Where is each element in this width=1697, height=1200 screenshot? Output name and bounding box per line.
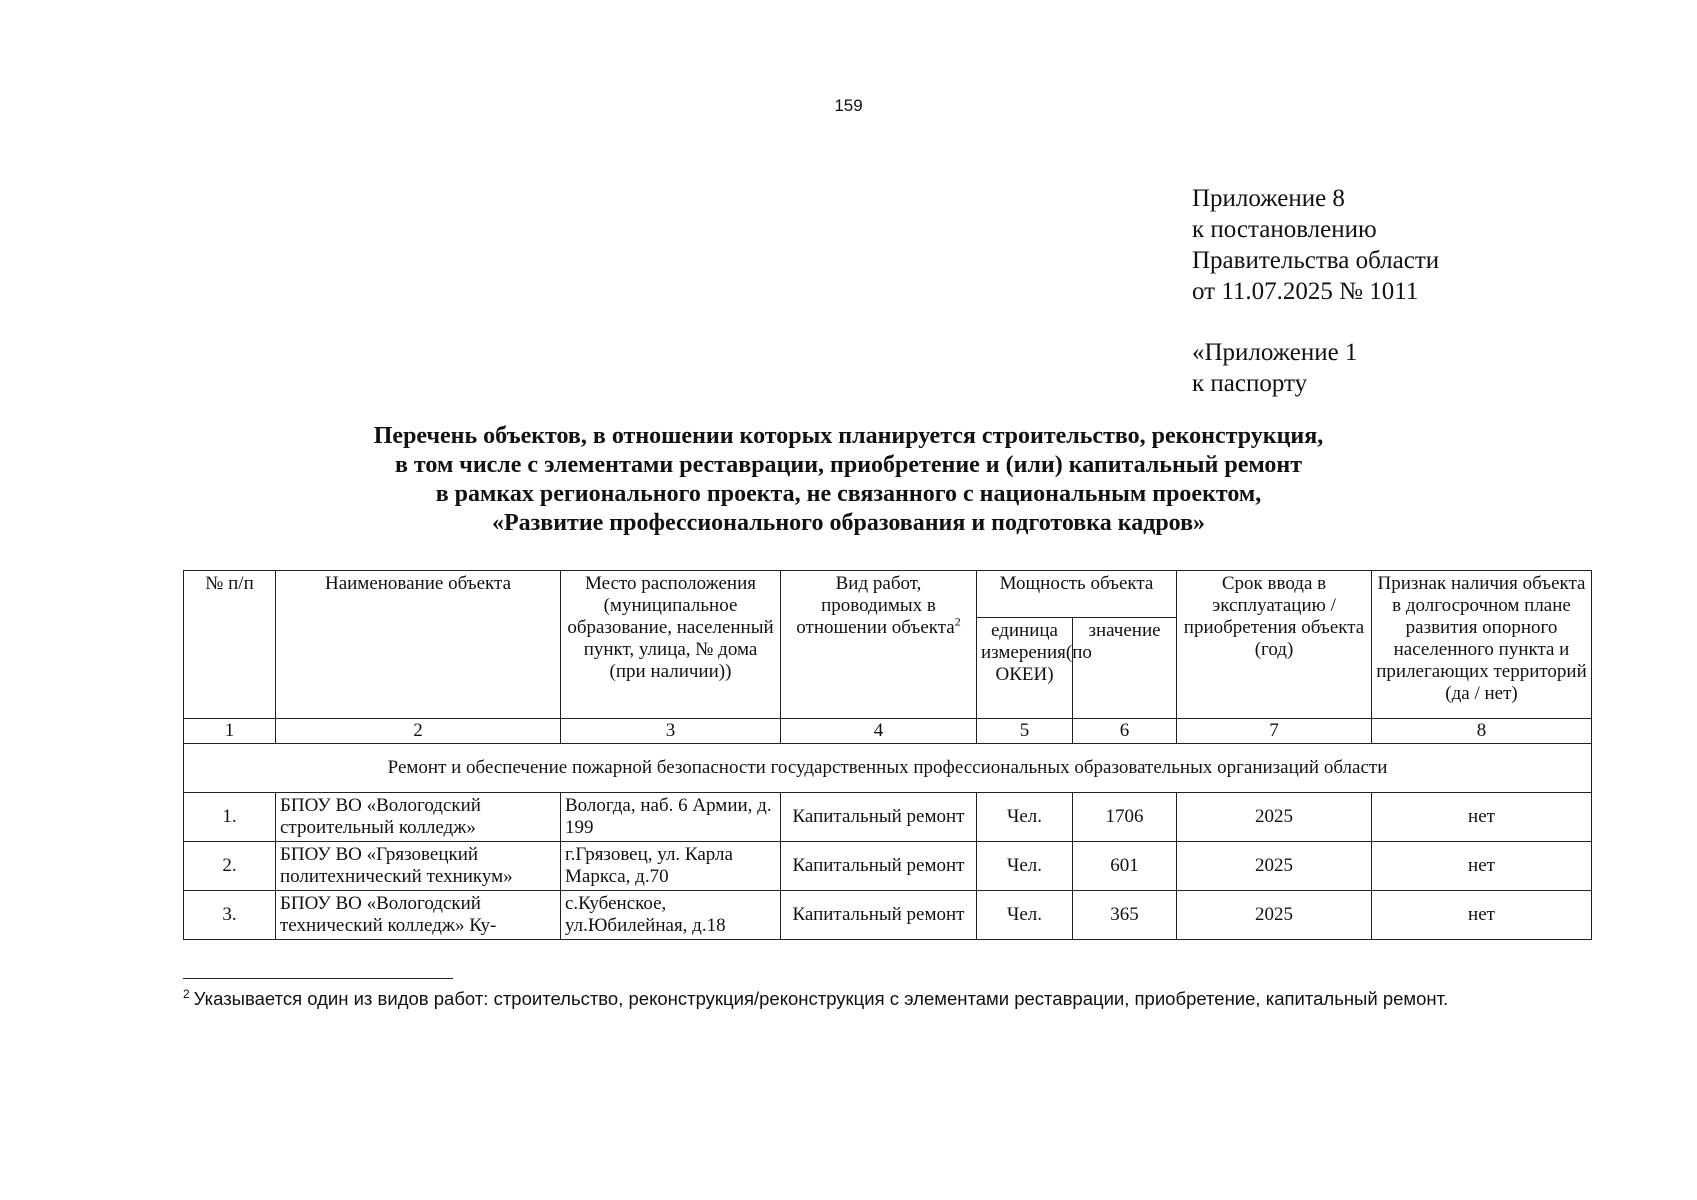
- table-row: [184, 793, 1592, 842]
- appendix-line: к постановлению: [1192, 216, 1377, 243]
- title-line: в том числе с элементами реставрации, приобретение и (или) капитальный ремонт: [394, 452, 1303, 478]
- cell-num: 1.: [184, 793, 276, 842]
- table-header-row: [184, 571, 1592, 618]
- column-number-row: [184, 719, 1592, 744]
- appendix-passport-line: «Приложение 1: [1192, 339, 1358, 366]
- appendix-line: от 11.07.2025 № 1011: [1192, 278, 1419, 305]
- appendix-passport-reference: [1192, 337, 1357, 399]
- header-name: Наименование объекта: [276, 571, 561, 719]
- column-number: 3: [561, 719, 781, 744]
- cell-plan-flag: нет: [1372, 891, 1592, 940]
- cell-term: 2025: [1177, 842, 1372, 891]
- cell-term: 2025: [1177, 793, 1372, 842]
- cell-location: г.Грязовец, ул. Карла Маркса, д.70: [561, 842, 781, 891]
- column-number: 5: [977, 719, 1073, 744]
- footnote-ref-mark: 2: [954, 614, 961, 629]
- document-title: [0, 422, 1697, 538]
- cell-unit: Чел.: [977, 891, 1073, 940]
- cell-value: 601: [1073, 842, 1177, 891]
- header-term: Срок ввода в эксплуатацию /приобретения объекта (год): [1177, 571, 1372, 719]
- cell-unit: Чел.: [977, 842, 1073, 891]
- cell-num: 2.: [184, 842, 276, 891]
- footnote-text: Указывается один из видов работ: строительство, реконструкция/реконструкция с элементами реставрации, приобретение, капитальный ремонт.: [193, 988, 1449, 1009]
- cell-work-type: Капитальный ремонт: [781, 891, 977, 940]
- table-row: [184, 842, 1592, 891]
- cell-work-type: Капитальный ремонт: [781, 842, 977, 891]
- cell-term: 2025: [1177, 891, 1372, 940]
- cell-value: 1706: [1073, 793, 1177, 842]
- header-work-type: [781, 571, 977, 719]
- column-number: 4: [781, 719, 977, 744]
- cell-plan-flag: нет: [1372, 793, 1592, 842]
- appendix-passport-line: к паспорту: [1192, 370, 1308, 397]
- header-capacity: Мощность объекта: [977, 571, 1177, 618]
- column-number: 1: [184, 719, 276, 744]
- title-line: Перечень объектов, в отношении которых планируется строительство, реконструкция,: [373, 423, 1324, 449]
- column-number: 6: [1073, 719, 1177, 744]
- cell-name: БПОУ ВО «Вологодский строительный колледж»: [276, 793, 561, 842]
- column-number: 8: [1372, 719, 1592, 744]
- footnote-divider: [183, 978, 453, 979]
- footnote-mark: 2: [183, 986, 190, 1001]
- header-plan-flag: Признак наличия объекта в долгосрочном плане развития опорного населенного пункта и прилегающих территорий (да / нет): [1372, 571, 1592, 719]
- header-num: № п/п: [184, 571, 276, 719]
- appendix-line: Правительства области: [1192, 247, 1440, 274]
- title-line: в рамках регионального проекта, не связанного с национальным проектом,: [435, 481, 1262, 507]
- cell-work-type: Капитальный ремонт: [781, 793, 977, 842]
- cell-location: с.Кубенское, ул.Юбилейная, д.18: [561, 891, 781, 940]
- table-row: [184, 891, 1592, 940]
- cell-value: 365: [1073, 891, 1177, 940]
- appendix-reference: [1192, 183, 1439, 307]
- appendix-line: Приложение 8: [1192, 185, 1345, 212]
- objects-table: [183, 570, 1592, 940]
- header-value: значение: [1073, 618, 1177, 719]
- cell-name: БПОУ ВО «Вологодский технический колледж» Ку-: [276, 891, 561, 940]
- footnote: [183, 988, 1448, 1010]
- cell-location: Вологда, наб. 6 Армии, д. 199: [561, 793, 781, 842]
- section-row: [184, 744, 1592, 793]
- cell-name: БПОУ ВО «Грязовецкий политехнический техникум»: [276, 842, 561, 891]
- column-number: 2: [276, 719, 561, 744]
- header-unit: единица измерения(по ОКЕИ): [977, 618, 1073, 719]
- cell-plan-flag: нет: [1372, 842, 1592, 891]
- header-location: Место расположения (муниципальное образование, населенный пункт, улица, № дома (при наличии)): [561, 571, 781, 719]
- cell-unit: Чел.: [977, 793, 1073, 842]
- header-work-type-text: Вид работ, проводимых в отношении объекта: [796, 573, 955, 638]
- cell-num: 3.: [184, 891, 276, 940]
- column-number: 7: [1177, 719, 1372, 744]
- section-title: Ремонт и обеспечение пожарной безопасности государственных профессиональных образовательных организаций области: [184, 744, 1592, 793]
- page-number: 159: [834, 96, 863, 115]
- title-line: «Развитие профессионального образования и подготовка кадров»: [491, 510, 1206, 536]
